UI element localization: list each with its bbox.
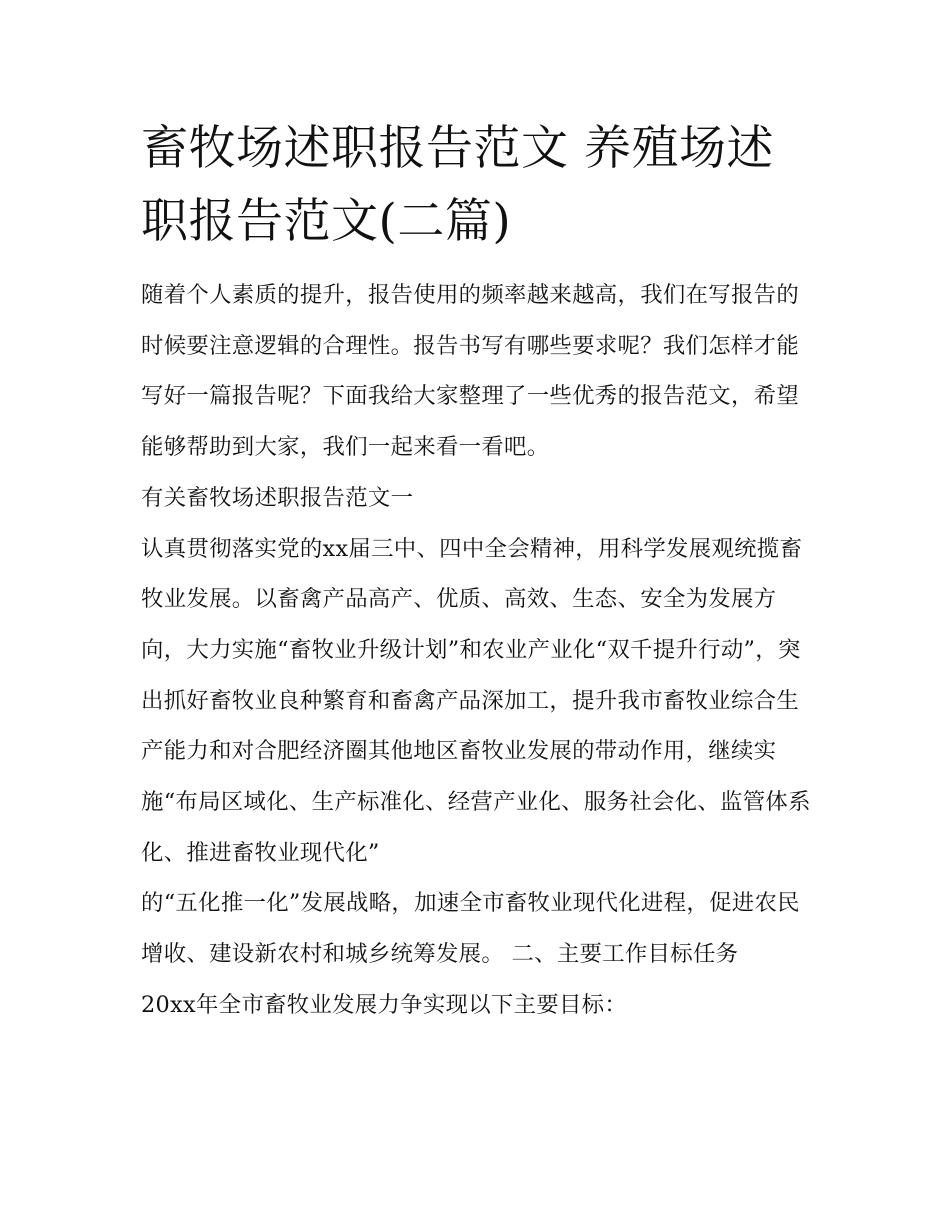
document-content	[141, 112, 821, 1053]
intro-paragraph: 随着个人素质的提升，报告使用的频率越来越高，我们在写报告的时候要注意逻辑的合理性。报告书写有哪些要求呢？我们怎样才能写好一篇报告呢？下面我给大家整理了一些优秀的报告范文，希望能够帮助到大家，我们一起来看一看吧。	[141, 282, 800, 461]
body-paragraph-2: 的“五化推一化”发展战略，加速全市畜牧业现代化进程，促进农民增收、建设新农村和城乡统筹发展。 二、主要工作目标任务	[141, 890, 800, 968]
document-title: 畜牧场述职报告范文 养殖场述职报告范文(二篇)	[141, 121, 774, 249]
section-heading: 有关畜牧场述职报告范文一	[141, 484, 414, 511]
body-paragraph-3: 20xx年全市畜牧业发展力争实现以下主要目标：	[141, 991, 628, 1018]
document-body	[141, 270, 821, 1031]
body-paragraph-1: 认真贯彻落实党的xx届三中、四中全会精神，用科学发展观统揽畜牧业发展。以畜禽产品高产、优质、高效、生态、安全为发展方向，大力实施“畜牧业升级计划”和农业产业化“双千提升行动”，突出抓好畜牧业良种繁育和畜禽产品深加工，提升我市畜牧业综合生产能力和对合肥经济圈其他地区畜牧业发展的带动作用，继续实施“布局区域化、生产标准化、经营产业化、服务社会化、监管体系化、推进畜牧业现代化”	[141, 535, 811, 866]
